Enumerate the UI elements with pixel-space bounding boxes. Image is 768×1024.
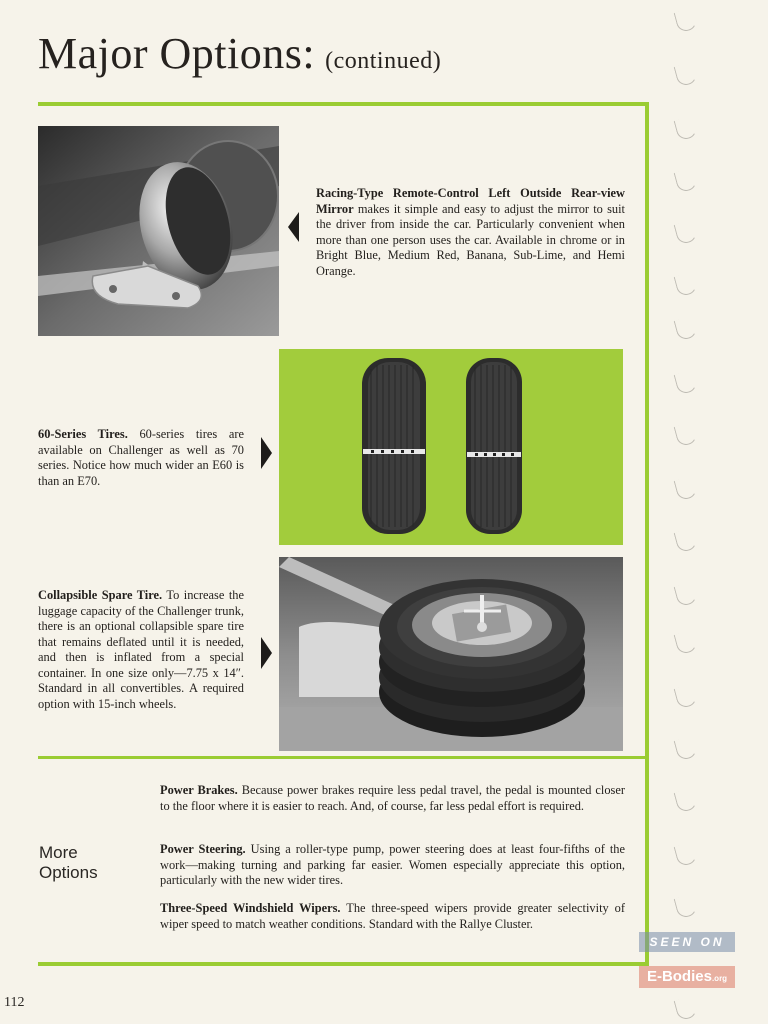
pointer-left-icon — [288, 212, 299, 242]
spare-tire-photo — [279, 557, 623, 751]
binder-hole — [674, 630, 699, 655]
feature-tires-body: 60-series tires are available on Challenger as well as 70 series. Notice how much wider an E60 is than an E70. — [38, 427, 244, 488]
option-wipers-heading: Three-Speed Windshield Wipers. — [160, 901, 341, 915]
tire-e70-icon — [466, 358, 522, 534]
more-options-label — [39, 843, 119, 883]
option-wipers-body: The three-speed wipers provide greater selectivity of wiper speed to match weather conditions. Standard with the Rallye Cluster. — [160, 901, 625, 931]
watermark — [639, 932, 739, 994]
more-options-label-line2: Options — [39, 863, 98, 882]
binder-hole — [674, 272, 699, 297]
option-wipers — [160, 901, 625, 932]
frame-line-bottom — [38, 962, 649, 966]
page-title — [38, 28, 441, 79]
binder-hole — [674, 168, 699, 193]
binder-hole — [674, 8, 699, 33]
feature-spare-tire — [38, 588, 244, 712]
binder-hole — [674, 996, 699, 1021]
page-title-sub: (continued) — [325, 48, 442, 74]
option-power-steering-body: Using a roller-type pump, power steering does at least four-fifths of the work—making turning and parking far easier. Women especially appreciate this option, particularly with the new wider tires. — [160, 842, 625, 887]
feature-tires — [38, 427, 244, 489]
tire-e60-icon — [362, 358, 426, 534]
watermark-line1: SEEN ON — [639, 932, 735, 952]
binder-hole — [674, 842, 699, 867]
binder-hole — [674, 894, 699, 919]
option-power-brakes-heading: Power Brakes. — [160, 783, 238, 797]
pointer-right-icon — [261, 437, 272, 469]
feature-mirror-body: makes it simple and easy to adjust the mirror to suit the driver from inside the car. Particularly convenient when more than one person uses the car. Available in chrome or in Bright Blue, Medium Red, Banana, Sub-Lime, and Hemi Orange. — [316, 201, 625, 278]
binder-hole — [674, 684, 699, 709]
binder-hole — [674, 582, 699, 607]
option-power-steering-heading: Power Steering. — [160, 842, 246, 856]
feature-mirror-heading: Racing-Type Remote-Control Left Outside Rear-view Mirror — [316, 186, 625, 216]
binder-hole — [674, 528, 699, 553]
page-number: 112 — [4, 995, 25, 1010]
feature-mirror — [316, 186, 625, 279]
watermark-line2-text: E-Bodies — [646, 968, 712, 985]
mirror-photo — [38, 126, 279, 336]
frame-line-right — [645, 102, 649, 760]
binder-hole — [674, 316, 699, 341]
tires-photo — [279, 349, 623, 545]
binder-hole — [674, 788, 699, 813]
watermark-suffix: .org — [711, 974, 728, 983]
pointer-right-icon — [261, 637, 272, 669]
binder-hole — [674, 422, 699, 447]
option-power-brakes — [160, 783, 625, 814]
more-options-label-line1: More — [39, 843, 78, 862]
page-title-main: Major Options: — [38, 29, 316, 78]
frame-line-top — [38, 102, 649, 106]
binder-hole — [674, 220, 699, 245]
binder-hole — [674, 476, 699, 501]
binder-hole — [674, 62, 699, 87]
option-power-steering — [160, 842, 625, 889]
option-power-brakes-body: Because power brakes require less pedal travel, the pedal is mounted closer to the floor where it is easier to reach. And, of course, far less pedal effort is required. — [160, 783, 625, 813]
binder-hole — [674, 370, 699, 395]
binder-hole — [674, 116, 699, 141]
frame-line-middle — [38, 756, 649, 759]
feature-spare-tire-body: To increase the luggage capacity of the Challenger trunk, there is an optional collapsible spare tire that remains deflated until it is needed, and then is inflated from a special container. In one size only—7.75 x 14″. Standard in all convertibles. A required option with 15-inch wheels. — [38, 588, 244, 711]
feature-tires-heading: 60-Series Tires. — [38, 427, 128, 441]
watermark-line2 — [639, 966, 735, 988]
feature-spare-tire-heading: Collapsible Spare Tire. — [38, 588, 163, 602]
binder-hole — [674, 736, 699, 761]
